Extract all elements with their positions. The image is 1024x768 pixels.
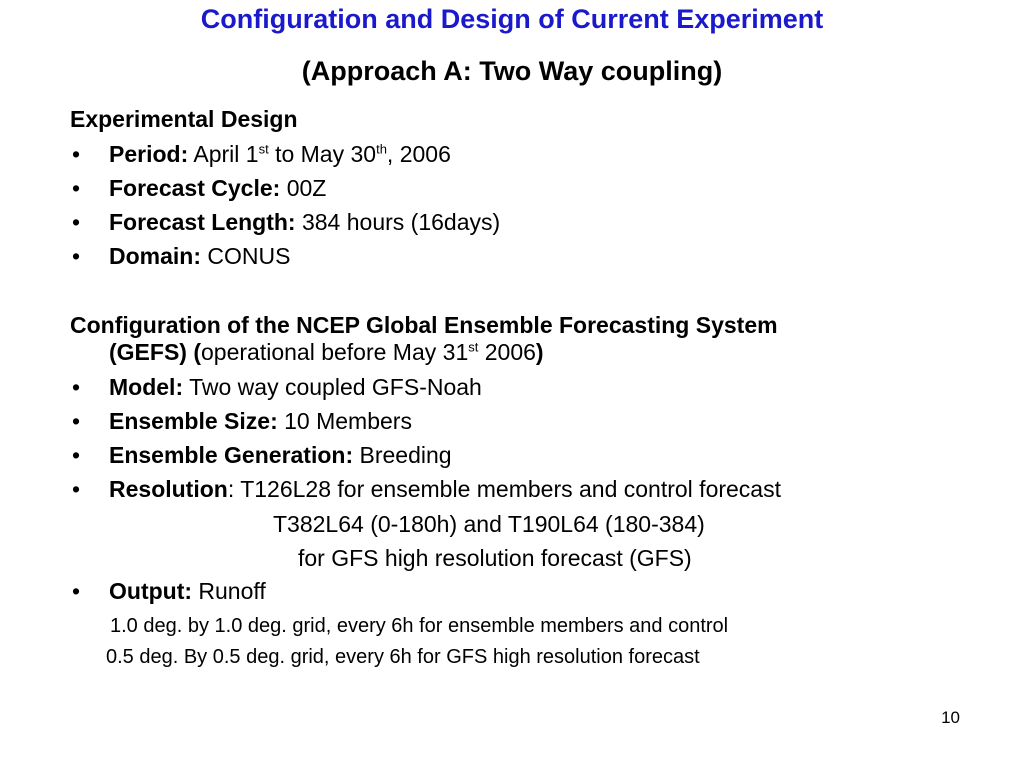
page-number: 10	[941, 708, 960, 727]
period-sup-end: th	[376, 141, 387, 157]
period-text-start: April 1	[193, 141, 259, 167]
config-heading-year: 2006	[478, 339, 536, 365]
bullet: •	[72, 442, 81, 468]
ensemble-generation-label: Ensemble Generation:	[109, 442, 354, 468]
bullet: •	[72, 408, 81, 434]
bullet: •	[72, 578, 81, 604]
bullet: •	[72, 175, 81, 201]
bullet: •	[72, 141, 81, 167]
model-label: Model:	[109, 374, 184, 400]
period-sup-start: st	[258, 141, 269, 157]
resolution-item	[109, 476, 781, 503]
period-label: Period:	[109, 141, 189, 167]
bullet: •	[72, 374, 81, 400]
slide-title: Configuration and Design of Current Experiment	[200, 4, 824, 34]
output-line2: 1.0 deg. by 1.0 deg. grid, every 6h for ensemble members and control	[110, 615, 729, 637]
period-item	[109, 141, 451, 168]
resolution-line3: for GFS high resolution forecast (GFS)	[298, 545, 692, 571]
ensemble-size-value: 10 Members	[284, 408, 412, 434]
output-value: Runoff	[198, 578, 266, 604]
slide-subtitle: (Approach A: Two Way coupling)	[301, 56, 723, 86]
ensemble-size-label: Ensemble Size:	[109, 408, 278, 434]
model-value: Two way coupled GFS-Noah	[189, 374, 482, 400]
config-heading-close: )	[535, 339, 544, 365]
period-text-mid: to May 30	[268, 141, 377, 167]
ensemble-size-item	[109, 408, 412, 435]
config-heading-operational: operational before May 31	[201, 339, 469, 365]
ensemble-generation-value: Breeding	[359, 442, 452, 468]
resolution-label: Resolution	[109, 476, 228, 502]
domain-item	[109, 243, 290, 270]
output-item	[109, 578, 266, 605]
bullet: •	[72, 243, 81, 269]
bullet: •	[72, 209, 81, 235]
forecast-length-label: Forecast Length:	[109, 209, 296, 235]
config-heading-line1: Configuration of the NCEP Global Ensemble Forecasting System	[70, 312, 778, 338]
forecast-length-value: 384 hours (16days)	[301, 209, 501, 235]
experimental-design-heading: Experimental Design	[70, 106, 298, 132]
output-label: Output:	[109, 578, 193, 604]
forecast-cycle-value: 00Z	[286, 175, 327, 201]
config-heading-gefs: (GEFS) (	[109, 339, 201, 365]
domain-label: Domain:	[109, 243, 201, 269]
forecast-length-item	[109, 209, 500, 236]
forecast-cycle-label: Forecast Cycle:	[109, 175, 281, 201]
resolution-line2: T382L64 (0-180h) and T190L64 (180-384)	[273, 511, 705, 537]
period-text-end: , 2006	[386, 141, 451, 167]
config-heading-line2	[109, 339, 544, 366]
resolution-value: : T126L28 for ensemble members and control forecast	[227, 476, 781, 502]
domain-value: CONUS	[207, 243, 291, 269]
forecast-cycle-item	[109, 175, 326, 202]
bullet: •	[72, 476, 81, 502]
ensemble-generation-item	[109, 442, 452, 469]
config-heading-sup: st	[468, 339, 479, 355]
model-item	[109, 374, 482, 401]
output-line3: 0.5 deg. By 0.5 deg. grid, every 6h for GFS high resolution forecast	[106, 646, 700, 668]
